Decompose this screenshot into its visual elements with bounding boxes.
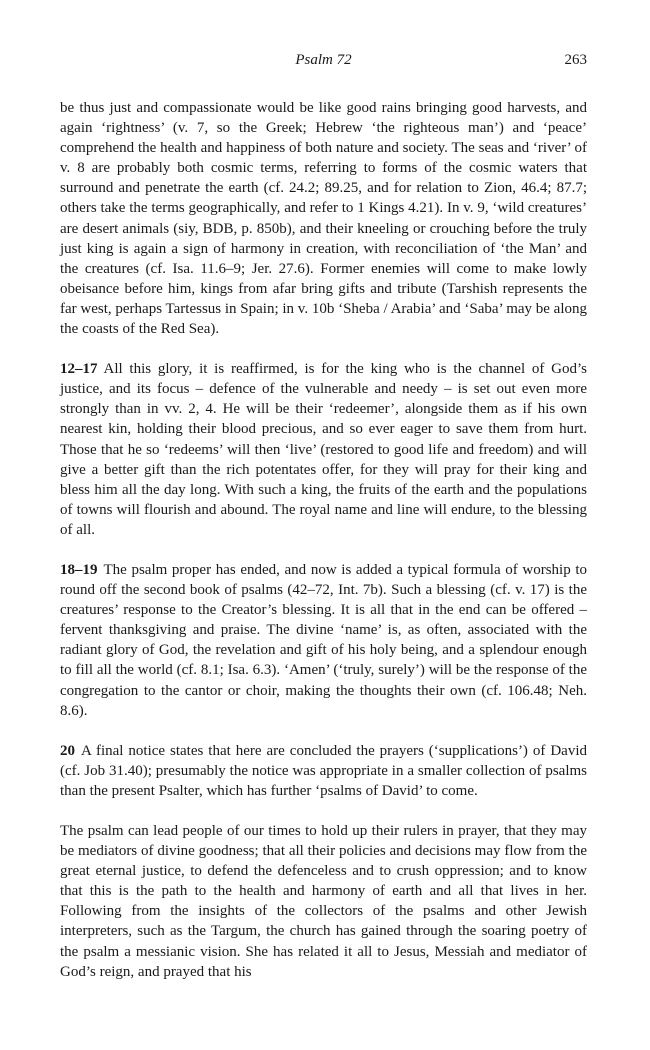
paragraph-text: be thus just and compassionate would be like good rains bringing good harvests, and again ‘rightness’ (v. 7, so the Greek; Hebrew ‘the righteous man’) and ‘peace’ comprehend the health and happiness of both nature and society. The seas and ‘river’ of v. 8 are probably both cosmic terms, referring to forms of the cosmic waters that surround and penetrate the earth (cf. 24.2; 89.25, and for relation to Zion, 46.4; 87.7; others take the terms geographically, and refer to 1 Kings 4.21). In v. 9, ‘wild creatures’ are desert animals (siy, BDB, p. 850b), and their kneeling or crouching before the truly just king is again a sign of harmony in creation, with reconciliation of ‘the Man’ and the creatures (cf. Isa. 11.6–9; Jer. 27.6). Former enemies will come to make lowly obeisance before him, kings from afar bring gifts and tribute (Tarshish represents the far west, perhaps Tartessus in Spain; in v. 10b ‘Sheba / Arabia’ and ‘Saba’ may be along the coasts of the Red Sea). xyxy=(60,100,588,338)
paragraph-verses-18-19 xyxy=(60,560,587,721)
paragraph-application xyxy=(60,821,587,982)
paragraph-text: The psalm can lead people of our times to hold up their rulers in prayer, that they may be mediators of divine goodness; that all their policies and decisions may flow from the great eternal justice, to defend the defenceless and to crush oppression; and to know that this is the path to the health and harmony of earth and all that lives in her. Following from the insights of the collectors of the psalms and other Jewish interpreters, such as the Targum, the church has gained through the soaring poetry of the psalm a messianic vision. She has related it all to Jesus, Messiah and mediator of God’s reign, and prayed that his xyxy=(60,823,587,980)
verse-reference: 18–19 xyxy=(60,561,98,578)
paragraph-text: The psalm proper has ended, and now is added a typical formula of worship to round off the second book of psalms (42–72, Int. 7b). Such a blessing (cf. v. 17) is the creatures’ response to the Creator’s blessing. It is all that in the end can be offered – fervent thanksgiving and praise. The divine ‘name’ is, as often, associated with the radiant glory of God, the revelation and gift of his holy being, and a splendour enough to fill all the world (cf. 8.1; Isa. 6.3). ‘Amen’ (‘truly, surely’) will be the response of the congregation to the cantor or choir, making the thoughts their own (cf. 106.48; Neh. 8.6). xyxy=(60,561,587,719)
paragraph-text: A final notice states that here are concluded the prayers (‘supplications’) of David (cf. Job 31.40); presumably the notice was appropriate in a smaller collection of psalms than the present Psalter, which has further ‘psalms of David’ to come. xyxy=(60,742,587,799)
page-header xyxy=(60,52,587,74)
paragraph-text: All this glory, it is reaffirmed, is for the king who is the channel of God’s justice, and its focus – defence of the vulnerable and needy – is set out even more strongly than in vv. 2, 4. He will be their ‘redeemer’, alongside them as if his own nearest kin, holding their blood precious, and so ever eager to save them from hurt. Those that he so ‘redeems’ will then ‘live’ (restored to good life and freedom) and will give a better gift than the rich potentates offer, for they will pray for their king and bless him all the day long. With such a king, the fruits of the earth and the populations of towns will flourish and abound. The royal name and line will endure, to the blessing of all. xyxy=(60,361,587,538)
paragraph-verse-20 xyxy=(60,741,587,801)
page-number: 263 xyxy=(564,52,587,68)
paragraph-verses-12-17 xyxy=(60,359,587,540)
verse-reference: 20 xyxy=(60,742,75,759)
verse-reference: 12–17 xyxy=(60,361,98,378)
paragraph-commentary-continued xyxy=(60,98,587,339)
running-title: Psalm 72 xyxy=(295,52,352,68)
page-body xyxy=(60,98,587,982)
